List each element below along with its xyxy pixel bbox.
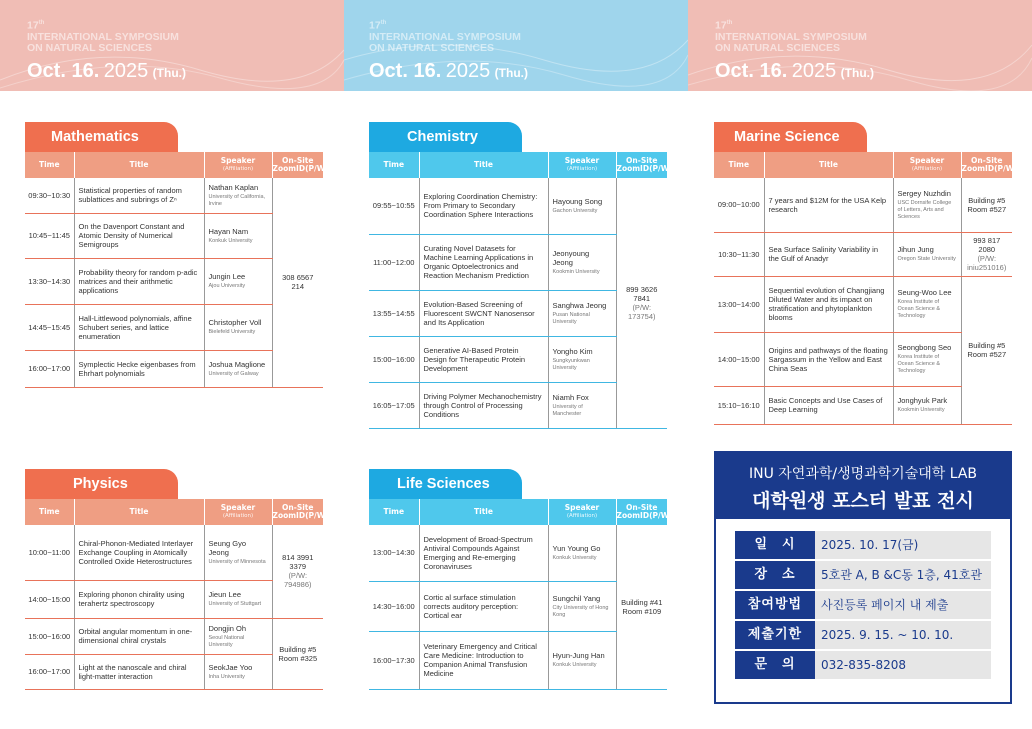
talk-title: Cortic al surface stimulation corrects auditory perception: Cortical ear (419, 581, 548, 631)
time: 14:00~15:00 (25, 580, 74, 618)
info-value: 2025. 10. 17(금) (815, 531, 991, 559)
talk-title: Driving Polymer Mechanochemistry through Control of Processing Conditions (419, 382, 548, 428)
speaker: Hayoung Song Gachon University (548, 178, 616, 234)
col-title: Title (74, 152, 204, 178)
col-speaker: Speaker (Affiliation) (548, 152, 616, 178)
exhibition-header (716, 453, 1010, 519)
speaker: Seung-Woo Lee Korea Institute of Ocean Science & Technology (893, 276, 961, 332)
event-date: Oct. 16. 2025 (Thu.) (27, 59, 186, 82)
col-time: Time (714, 152, 764, 178)
schedule-table (369, 152, 673, 429)
col-time: Time (369, 152, 419, 178)
session-title: Life Sciences (369, 469, 522, 499)
talk-title: Exploring Coordination Chemistry: From Primary to Secondary Coordination Sphere Interactions (419, 178, 548, 234)
info-value: 5호관 A, B &C동 1층, 41호관 (815, 561, 991, 589)
col-onsite: On-Site ZoomID(P/W) (961, 152, 1012, 178)
time: 13:30~14:30 (25, 258, 74, 304)
session-physics (25, 469, 329, 690)
col-onsite: On-Site ZoomID(P/W) (616, 499, 667, 525)
session-mathematics (25, 122, 329, 388)
info-row-contact (735, 651, 991, 679)
time: 13:00~14:00 (714, 276, 764, 332)
header-banner-3 (688, 0, 1032, 91)
zoom-id: 993 817 2080 (P/W: iniu251016) (961, 232, 1012, 276)
talk-title: Symplectic Hecke eigenbases from Ehrhart polynomials (74, 350, 204, 387)
speaker: Jeonyoung Jeong Kookmin University (548, 234, 616, 290)
zoom-id: 899 3626 7841 (P/W: 173754) (616, 178, 667, 428)
speaker: Seongbong Seo Korea Institute of Ocean Science & Technology (893, 332, 961, 386)
header-banner-1 (0, 0, 344, 91)
speaker: Sungchil Yang City University of Hong Kong (548, 581, 616, 631)
speaker: Sergey Nuzhdin USC Dornsife College of Letters, Arts and Sciences (893, 178, 961, 232)
talk-title: Probability theory for random p-adic matrices and their arithmetic applications (74, 258, 204, 304)
col-title: Title (419, 152, 548, 178)
talk-title: On the Davenport Constant and Atomic Density of Numerical Semigroups (74, 213, 204, 258)
time: 15:10~16:10 (714, 386, 764, 424)
talk-title: Chiral-Phonon-Mediated Interlayer Exchange Coupling in Atomically Controlled Oxide Heterostructures (74, 525, 204, 580)
talk-title: Orbital angular momentum in one-dimensional chiral crystals (74, 618, 204, 654)
time: 13:00~14:30 (369, 525, 419, 581)
time: 16:00~17:00 (25, 654, 74, 689)
talk-title: Basic Concepts and Use Cases of Deep Learning (764, 386, 893, 424)
speaker: Niamh Fox University of Manchester (548, 382, 616, 428)
info-row-deadline (735, 621, 991, 649)
poster-exhibition-box (714, 451, 1012, 704)
talk-title: Veterinary Emergency and Critical Care Medicine: Introduction to Companion Animal Transfusion Medicine (419, 631, 548, 689)
session-title: Chemistry (369, 122, 522, 152)
exhibition-title: 대학원생 포스터 발표 전시 (752, 490, 974, 512)
wave-decoration (688, 0, 1032, 91)
talk-title: Evolution-Based Screening of Fluorescent SWCNT Nanosensor and Its Application (419, 290, 548, 336)
talk-title: Generative AI-Based Protein Design for Therapeutic Protein Development (419, 336, 548, 382)
speaker: Hayan Nam Konkuk University (204, 213, 272, 258)
wave-decoration (344, 0, 688, 91)
talk-title: Light at the nanoscale and chiral light-matter interaction (74, 654, 204, 689)
time: 16:00~17:30 (369, 631, 419, 689)
col-time: Time (369, 499, 419, 525)
speaker: Hyun-Jung Han Konkuk University (548, 631, 616, 689)
info-label: 일 시 (735, 531, 815, 559)
speaker: Jihun Jung Oregon State University (893, 232, 961, 276)
time: 15:00~16:00 (369, 336, 419, 382)
talk-title: 7 years and $12M for the USA Kelp research (764, 178, 893, 232)
exhibition-subtitle: INU 자연과학/생명과학기술대학 LAB (748, 466, 978, 482)
info-row-date (735, 531, 991, 559)
wave-decoration (0, 0, 344, 91)
speaker: Jieun Lee University of Stuttgart (204, 580, 272, 618)
time: 10:00~11:00 (25, 525, 74, 580)
talk-title: Exploring phonon chirality using terahertz spectroscopy (74, 580, 204, 618)
zoom-id: 308 6567 214 (272, 178, 323, 387)
info-value: 2025. 9. 15. ~ 10. 10. (815, 621, 991, 649)
info-row-method (735, 591, 991, 619)
session-title: Physics (25, 469, 178, 499)
col-speaker: Speaker (Affiliation) (204, 152, 272, 178)
header-banner-2 (344, 0, 688, 91)
info-label: 참여방법 (735, 591, 815, 619)
symposium-title: 17th INTERNATIONAL SYMPOSIUM ON NATURAL SCIENCES (27, 19, 179, 54)
time: 10:30~11:30 (714, 232, 764, 276)
col-onsite: On-Site ZoomID(P/W) (616, 152, 667, 178)
info-label: 문 의 (735, 651, 815, 679)
time: 15:00~16:00 (25, 618, 74, 654)
session-marine-science (714, 122, 1018, 425)
info-value: 032-835-8208 (815, 651, 991, 679)
time: 14:45~15:45 (25, 304, 74, 350)
speaker: Sanghwa Jeong Pusan National University (548, 290, 616, 336)
time: 13:55~14:55 (369, 290, 419, 336)
time: 10:45~11:45 (25, 213, 74, 258)
talk-title: Statistical properties of random sublattices and subrings of Zⁿ (74, 178, 204, 213)
col-speaker: Speaker (Affiliation) (204, 499, 272, 525)
talk-title: Sequential evolution of Changjiang Diluted Water and its impact on stratification and phytoplankton blooms (764, 276, 893, 332)
info-row-place (735, 561, 991, 589)
info-value: 사진등록 페이지 내 제출 (815, 591, 991, 619)
talk-title: Origins and pathways of the floating Sargassum in the Yellow and East China Seas (764, 332, 893, 386)
schedule-table (369, 499, 673, 690)
time: 16:00~17:00 (25, 350, 74, 387)
symposium-title: 17th INTERNATIONAL SYMPOSIUM ON NATURAL SCIENCES (715, 19, 867, 54)
col-time: Time (25, 152, 74, 178)
time: 16:05~17:05 (369, 382, 419, 428)
speaker: Christopher Voll Bielefeld University (204, 304, 272, 350)
talk-title: Hall-Littlewood polynomials, affine Schubert series, and lattice enumeration (74, 304, 204, 350)
speaker: Jungin Lee Ajou University (204, 258, 272, 304)
session-chemistry (369, 122, 673, 429)
room: Building #5 Room #325 (272, 618, 323, 689)
col-speaker: Speaker (Affiliation) (548, 499, 616, 525)
talk-title: Curating Novel Datasets for Machine Learning Applications in Organic Optoelectronics and Reaction Mechanism Prediction (419, 234, 548, 290)
col-onsite: On-Site ZoomID(P/W) (272, 499, 323, 525)
time: 09:55~10:55 (369, 178, 419, 234)
session-title: Marine Science (714, 122, 867, 152)
col-speaker: Speaker (Affiliation) (893, 152, 961, 178)
speaker: Joshua Maglione University of Galway (204, 350, 272, 387)
room: Building #5 Room #527 (961, 178, 1012, 232)
speaker: SeokJae Yoo Inha University (204, 654, 272, 689)
col-title: Title (419, 499, 548, 525)
info-label: 제출기한 (735, 621, 815, 649)
speaker: Yun Young Go Konkuk University (548, 525, 616, 581)
time: 14:30~16:00 (369, 581, 419, 631)
schedule-table (25, 152, 329, 388)
symposium-title: 17th INTERNATIONAL SYMPOSIUM ON NATURAL SCIENCES (369, 19, 521, 54)
col-title: Title (764, 152, 893, 178)
session-life-sciences (369, 469, 673, 690)
session-title: Mathematics (25, 122, 178, 152)
zoom-id: 814 3991 3379 (P/W: 794986) (272, 525, 323, 618)
col-title: Title (74, 499, 204, 525)
room: Building #41 Room #109 (616, 525, 667, 689)
time: 11:00~12:00 (369, 234, 419, 290)
speaker: Seung Gyo Jeong University of Minnesota (204, 525, 272, 580)
col-onsite: On-Site ZoomID(P/W) (272, 152, 323, 178)
event-date: Oct. 16. 2025 (Thu.) (369, 59, 528, 82)
schedule-table (25, 499, 329, 690)
time: 09:00~10:00 (714, 178, 764, 232)
time: 09:30~10:30 (25, 178, 74, 213)
info-label: 장 소 (735, 561, 815, 589)
col-time: Time (25, 499, 74, 525)
speaker: Jonghyuk Park Kookmin University (893, 386, 961, 424)
speaker: Dongjin Oh Seoul National University (204, 618, 272, 654)
talk-title: Sea Surface Salinity Variability in the Gulf of Anadyr (764, 232, 893, 276)
time: 14:00~15:00 (714, 332, 764, 386)
schedule-table (714, 152, 1018, 425)
talk-title: Development of Broad-Spectrum Antiviral Compounds Against Emerging and Re-emerging Coronaviruses (419, 525, 548, 581)
event-date: Oct. 16. 2025 (Thu.) (715, 59, 874, 82)
speaker: Yongho Kim Sungkyunkwan University (548, 336, 616, 382)
room: Building #5 Room #527 (961, 276, 1012, 424)
speaker: Nathan Kaplan University of California, Irvine (204, 178, 272, 213)
